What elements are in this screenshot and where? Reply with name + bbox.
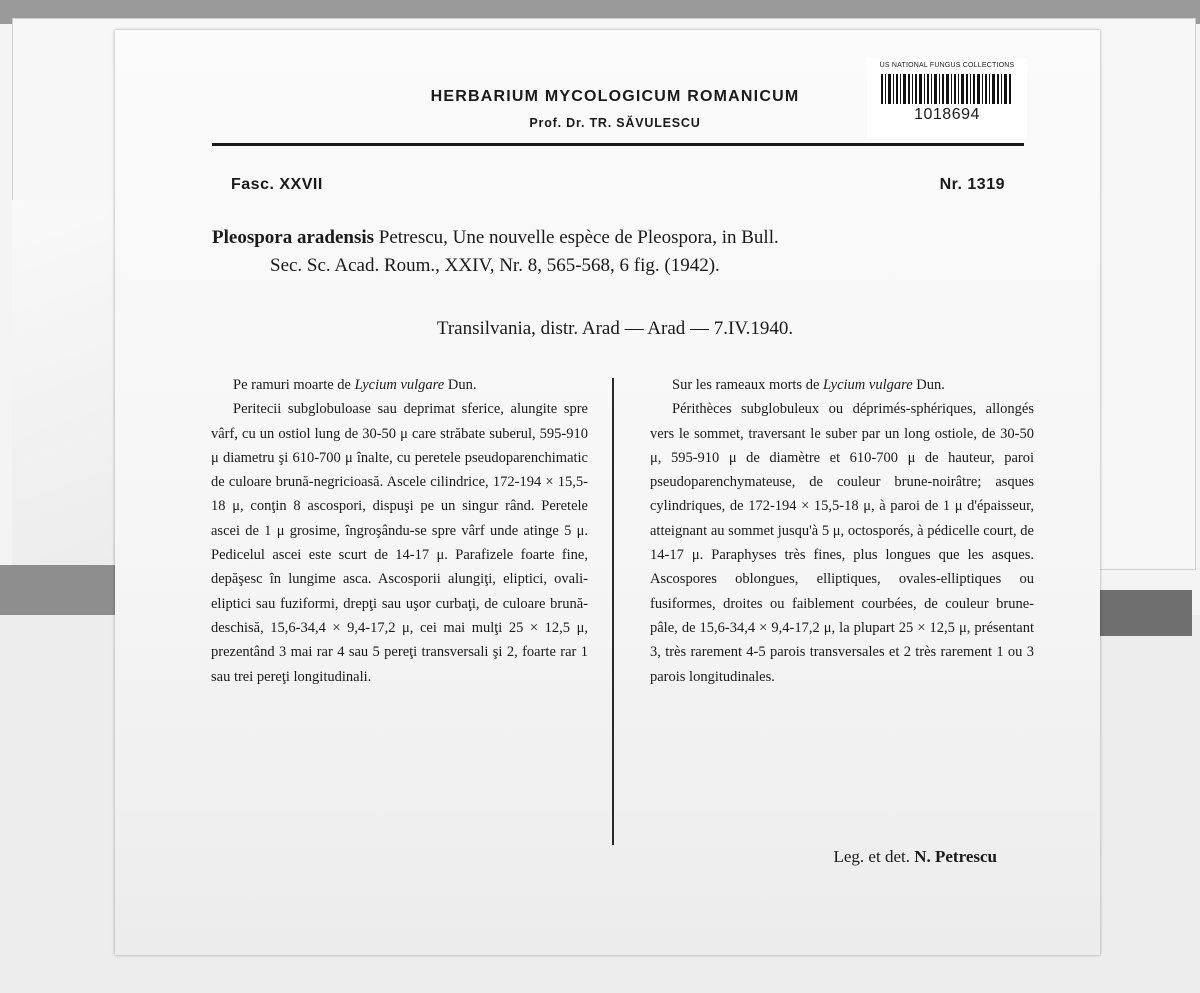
- host-name: Lycium vulgare: [354, 377, 445, 393]
- barcode-number: 1018694: [914, 106, 980, 123]
- french-description: [650, 373, 1034, 689]
- collector-line: Leg. et det. N. Petrescu: [833, 847, 997, 866]
- host-name: Lycium vulgare: [823, 377, 913, 393]
- barcode-caption: US NATIONAL FUNGUS COLLECTIONS: [879, 62, 1015, 69]
- barcode-icon: [881, 74, 1013, 104]
- citation-line-2: Sec. Sc. Acad. Roum., XXIV, Nr. 8, 565-568, 6 fig. (1942).: [270, 255, 720, 276]
- species-name: Pleospora aradensis: [212, 227, 375, 248]
- romanian-host: Pe ramuri moarte de Lycium vulgare Dun.: [233, 377, 477, 393]
- herbarium-label: [115, 30, 1100, 955]
- fascicle-number: Fasc. XXVII: [231, 176, 323, 193]
- french-host: Sur les rameaux morts de Lycium vulgare Dun.: [672, 377, 945, 393]
- background-shadow-right: [1100, 590, 1192, 636]
- collection-locality: Transilvania, distr. Arad — Arad — 7.IV.1940.: [436, 318, 794, 339]
- french-text: Périthèces subglobuleux ou déprimés-sphériques, allongés vers le sommet, traversant le suber par un long ostiole, de 30-50 μ, 595-910 μ de diamètre et 610-700 μ de hauteur, paroi pseudoparenchymateuse, de couleur brune-noirâtre; asques cylindriques, de 172-194 × 15,5-18 μ, à paroi de 1 μ d'épaisseur, atteignant au sommet jusqu'à 5 μ, octosporés, à pédicelle court, de 14-17 μ. Paraphyses très fines, plus longues que les asques. Ascospores oblongues, elliptiques, ovales-elliptiques ou fusiformes, droites ou faiblement courbées, de couleur brune-pâle, de 15,6-34,4 × 9,4-17,2 μ, la plupart 25 × 12,5 μ, présentant 3, très rarement 4-5 parois transversales et 2 très rarement 1 ou 3 parois longitudinales.: [650, 401, 1034, 685]
- column-divider: [612, 378, 614, 845]
- collector-name: N. Petrescu: [914, 847, 997, 866]
- citation-line-1: Petrescu, Une nouvelle espèce de Pleospora, in Bull.: [374, 227, 779, 248]
- header-rule: [212, 143, 1024, 146]
- romanian-text: Peritecii subglobuloase sau deprimat sferice, alungite spre vârf, cu un ostiol lung de 30-50 μ care străbate suberul, 595-910 μ diametru şi 610-700 μ înalte, cu peretele pseudoparenchimatic de culoare brună-negricioasă. Ascele cilindrice, 172-194 × 15,5-18 μ, conţin 8 ascospori, dispuşi pe un singur rând. Peretele ascei de 1 μ grosime, îngroşându-se spre vârf unde atinge 5 μ. Pedicelul ascei este scurt de 14-17 μ. Parafizele foarte fine, depăşesc în lungime asca. Ascosporii alungiţi, eliptici, ovali-eliptici sau fuziformi, drepţi sau uşor curbaţi, de culoare brună-deschisă, 15,6-34,4 × 9,4-17,2 μ, cei mai mulţi 25 × 12,5 μ, prezentând 3 mai rar 4 sau 5 pereţi transversali şi 2, foarte rar 1 sau trei pereţi longitudinali.: [211, 401, 588, 685]
- herbarium-title: HERBARIUM MYCOLOGICUM ROMANICUM: [430, 88, 800, 105]
- exsiccata-number: Nr. 1319: [939, 176, 1005, 193]
- envelope-flap: [12, 200, 132, 568]
- romanian-description: [211, 373, 588, 689]
- background-shadow-left: [0, 565, 120, 615]
- barcode-sticker: [867, 58, 1027, 138]
- herbarium-subtitle: Prof. Dr. TR. SĂVULESCU: [529, 116, 701, 130]
- species-citation: [212, 224, 1030, 280]
